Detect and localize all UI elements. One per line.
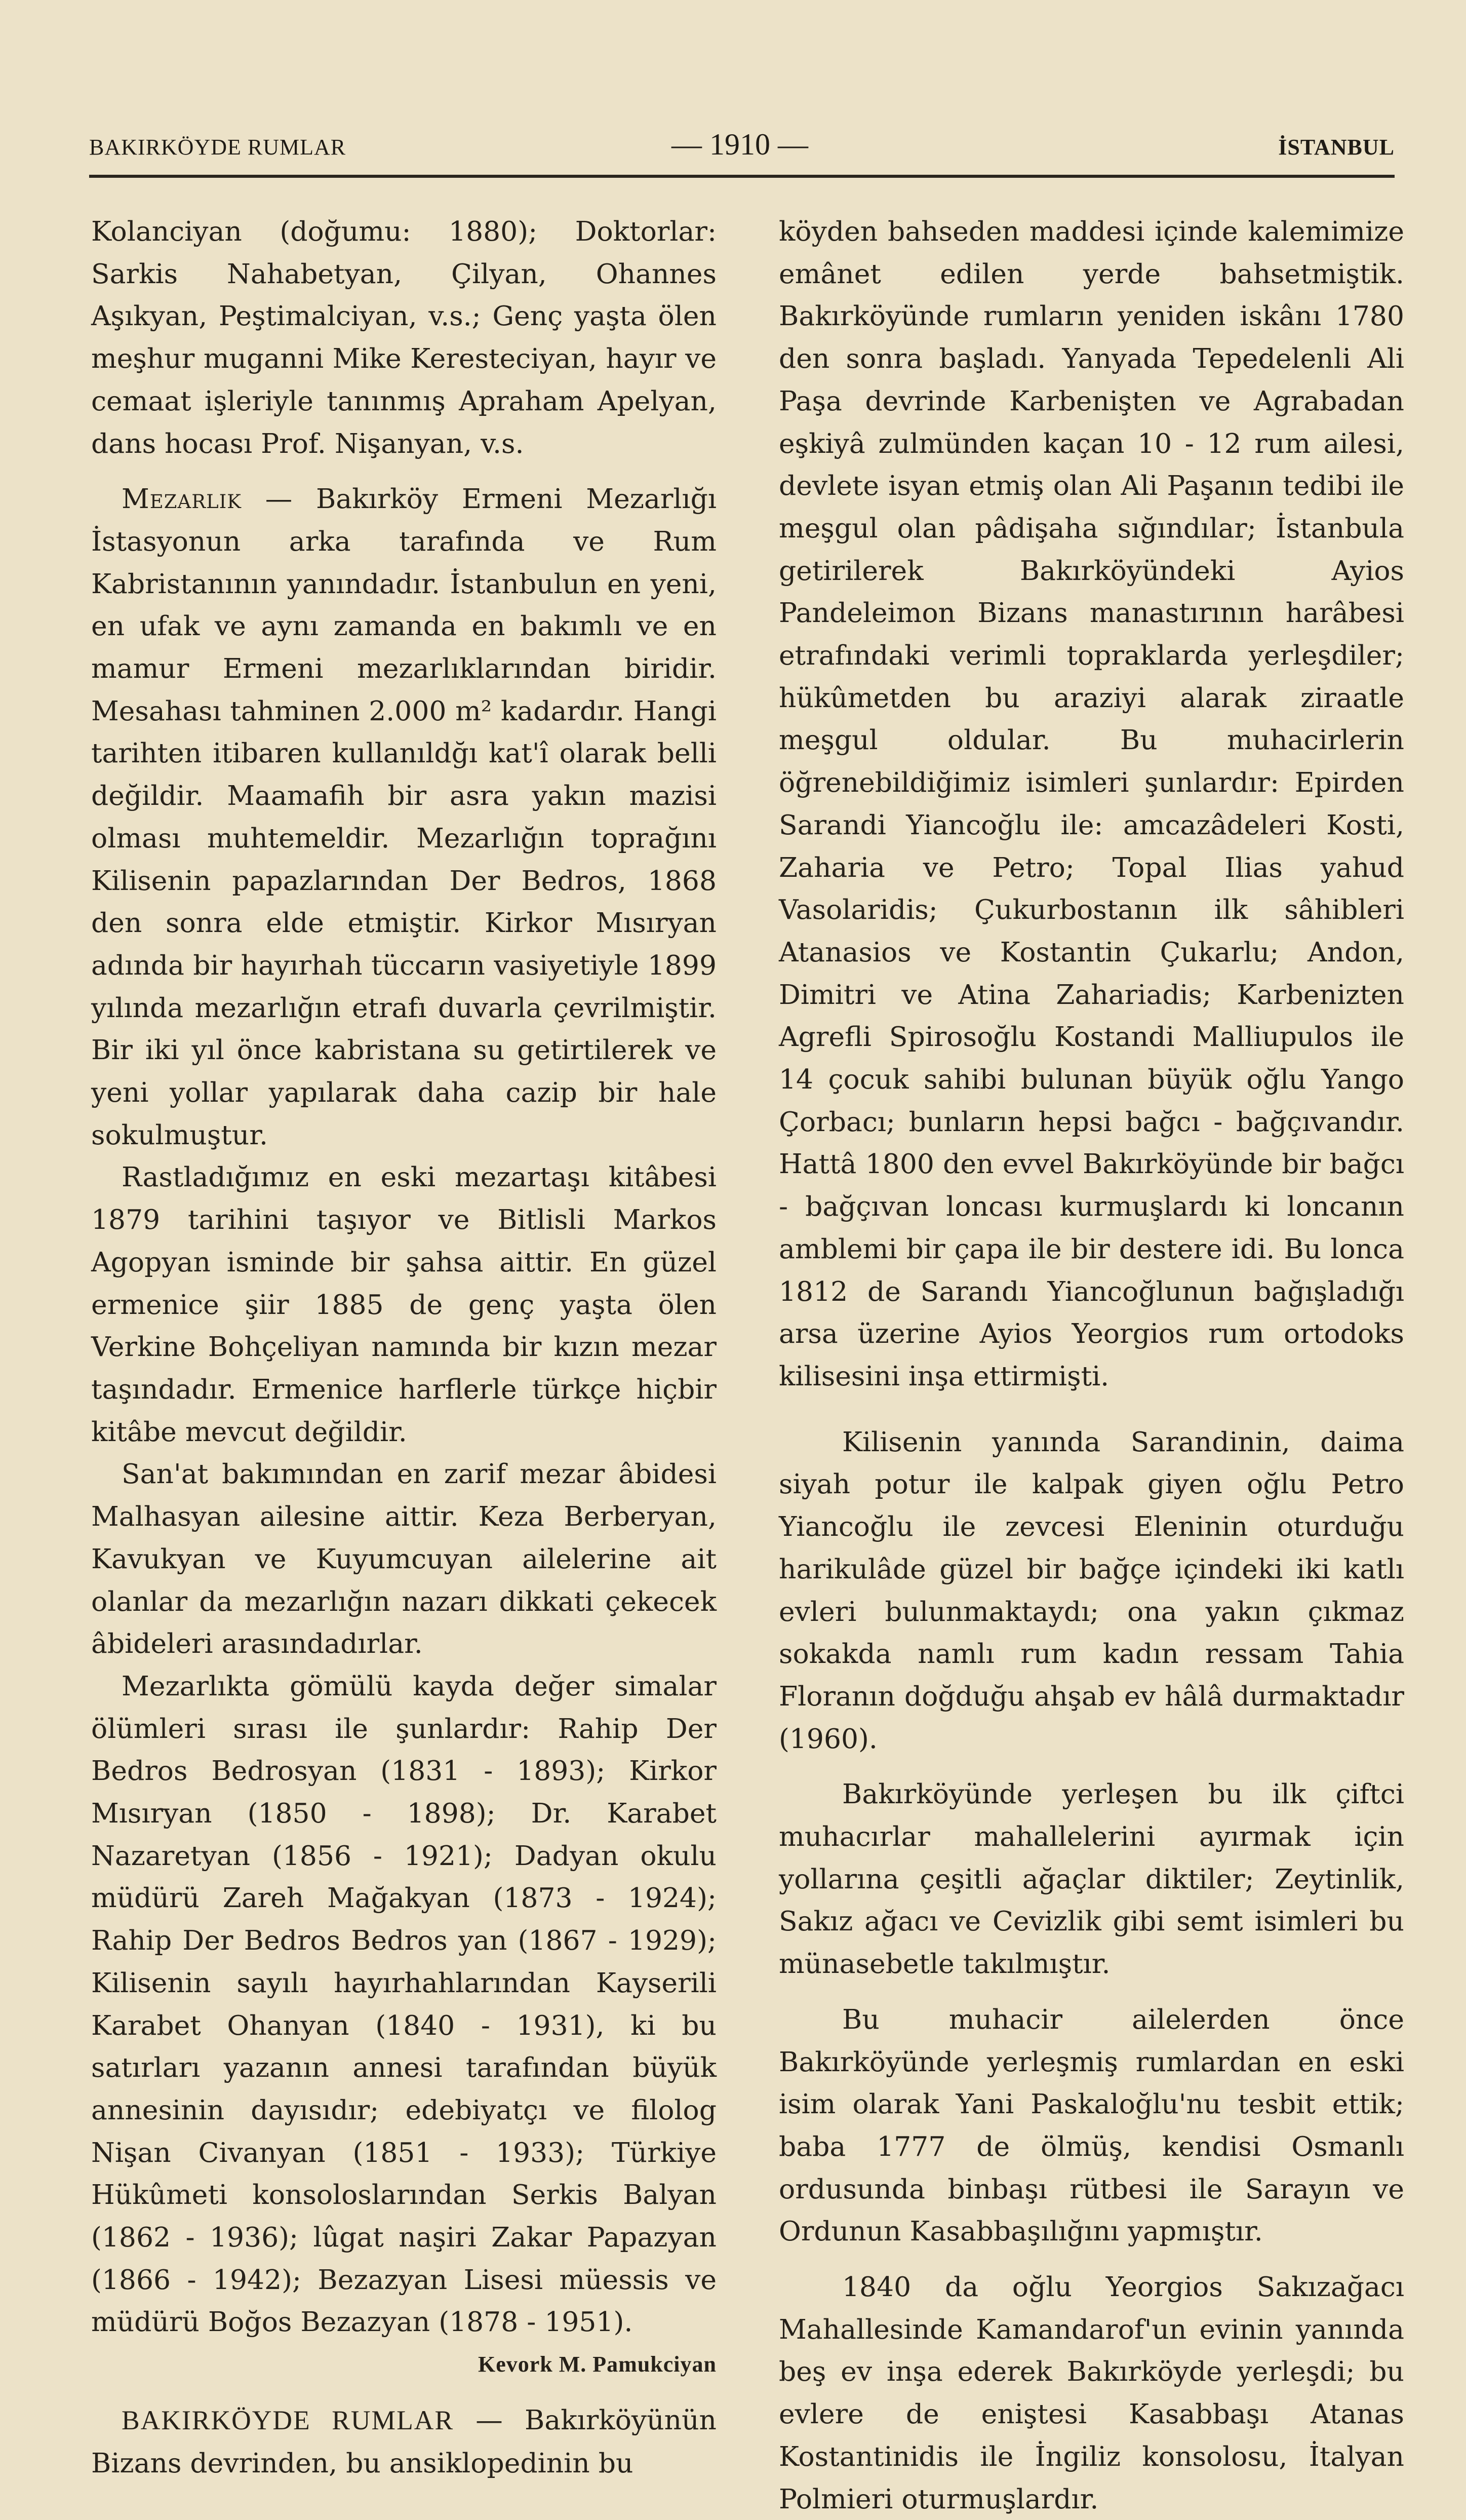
spacer [91,464,717,478]
spacer [779,1398,1404,1421]
author-signature: Kevork M. Pamukciyan [478,2352,717,2377]
paragraph-cemetery [91,478,717,1156]
running-header [89,129,1395,170]
paragraph-paskaloglu: Bu muhacir ailelerden önce Bakırköyünde yerleşmiş rumlardan en eski isim olarak Yani Paskaloğlu'nu tesbit ettik; baba 1777 de ölmüş, kendisi Osmanlı ordusunda binbaşı rütbesi ile Sarayın ve Ordunun Kasabbaşılığını yapmıştır. [779,2003,1404,2247]
spacer [91,2386,717,2399]
paragraph-artists-doctors: Kolanciyan (doğumu: 1880); Doktorlar: Sarkis Nahabetyan, Çilyan, Ohannes Aşıkyan, Peştimalciyan, v.s.; Genç yaşta ölen meşhur muganni Mike Keresteciyan, hayır ve cemaat işleriyle tanınmış Apraham Apelyan, dans hocası Prof. Nişanyan, v.s. [91,215,717,459]
left-column [91,210,717,2484]
paragraph-yeorgios: 1840 da oğlu Yeorgios Sakızağacı Mahallesinde Kamandarof'un evinin yanında beş ev inşa ederek Bakırköyde yerleşdi; bu evlere de eniştesi Kasabbaşı Atanas Kostantinidis ile İngiliz konsolosu, İtalyan Polmieri oturmuşlardır. [779,2271,1404,2515]
spacer [779,1760,1404,1773]
cemetery-heading: Mezarlık [122,483,242,515]
spacer [779,2253,1404,2266]
entry-text: — Bakırköyünün Bizans devrinden, bu ansiklopedinin bu [91,2403,717,2479]
spacer [779,1985,1404,1998]
paragraph-neighbourhoods: Bakırköyünde yerleşen bu ilk çiftci muhacırlar mahallelerini ayırmak için yollarına çeşitli ağaçlar diktiler; Zeytinlik, Sakız ağacı ve Cevizlik gibi semt isimleri bu münasebetle takılmıştır. [779,1778,1404,1980]
header-rule [89,175,1395,178]
paragraph-oldest-gravestone: Rastladığımız en eski mezartaşı kitâbesi 1879 tarihini taşıyor ve Bitlisli Markos Agopyan isminde bir şahsa aittir. En güzel ermenice şiir 1885 de genç yaşta ölen Verkine Bohçeliyan namında bir kızın mezar taşındadır. Ermenice harflerle türkçe hiçbir kitâbe mevcut değildir. [91,1161,717,1448]
paragraph-settlement: köyden bahseden maddesi içinde kalemimize emânet edilen yerde bahsetmiştik. Bakırköyünde rumların yeniden iskânı 1780 den sonra başladı. Yanyada Tepedelenli Ali Paşa devrinde Karbenişten ve Agrabadan eşkiyâ zulmünden kaçan 10 - 12 rum ailesi, devlete isyan etmiş olan Ali Paşanın tedibi ile meşgul olan pâdişaha sığındılar; İstanbula getirilerek Bakırköyündeki Ayios Pandeleimon Bizans manastırının harâbesi etrafındaki verimli topraklarda yerleşdiler; hükûmetden bu araziyi alarak ziraatle meşgul oldular. Bu muhacirlerin öğrenebildiğimiz isimleri şunlardır: Epirden Sarandi Yiancoğlu ile: amcazâdeleri Kosti, Zaharia ve Petro; Topal Ilias yahud Vasolaridis; Çukurbostanın ilk sâhibleri Atanasios ve Kostantin Çukarlu; Andon, Dimitri ve Atina Zahariadis; Karbenizten Agrefli Spirosoğlu Kostandi Malliupulos ile 14 çocuk sahibi bulunan büyük oğlu Yango Çorbacı; bunların hepsi bağcı - bağçıvandır. Hattâ 1800 den evvel Bakırköyünde bir bağcı - bağçıvan loncası kurmuşlardı ki loncanın amblemi bir çapa ile bir destere idi. Bu lonca 1812 de Sarandı Yiancoğlunun bağışladığı arsa üzerine Ayios Yeorgios rum ortodoks kilisesini inşa ettirmişti. [779,215,1404,1392]
cemetery-text: — Bakırköy Ermeni Mezarlığı İstasyonun arka tarafında ve Rum Kabristanının yanındadır. İstanbulun en yeni, en ufak ve aynı zamanda en bakımlı ve en mamur Ermeni mezarlıklarından biridir. Mesahası tahminen 2.000 m² kadardır. Hangi tarihten itibaren kullanıldğı kat'î olarak belli değildir. Maamafih bir asra yakın mazisi olması muhtemeldir. Mezarlığın toprağını Kilisenin papazlarından Der Bedros, 1868 den sonra elde etmiştir. Kirkor Mısıryan adında bir hayırhah tüccarın vasiyetiyle 1899 yılında mezarlığın etrafı duvarla çevrilmiştir. Bir iki yıl önce kabristana su getirtilerek ve yeni yollar yapılarak daha cazip bir hale sokulmuştur. [91,483,717,1151]
entry-heading: BAKIRKÖYDE RUMLAR [122,2405,454,2435]
paragraph-entry-rumlar [91,2399,717,2484]
paragraph-buried-notables: Mezarlıkta gömülü kayda değer simalar ölümleri sırası ile şunlardır: Rahip Der Bedros Bedrosyan (1831 - 1893); Kirkor Mısıryan (1850 - 1898); Dr. Karabet Nazaretyan (1856 - 1921); Dadyan okulu müdürü Zareh Mağakyan (1873 - 1924); Rahip Der Bedros Bedros yan (1867 - 1929); Kilisenin sayılı hayırhahlarından Kayserili Karabet Ohanyan (1840 - 1931), ki bu satırları yazanın annesi tarafından büyük annesinin dayısıdır; edebiyatçı ve filolog Nişan Civanyan (1851 - 1933); Türkiye Hükûmeti konsoloslarından Serkis Balyan (1862 - 1936); lûgat naşiri Zakar Papazyan (1866 - 1942); Bezazyan Lisesi müessis ve müdürü Boğos Bezazyan (1878 - 1951). [91,1670,717,2338]
header-volume-title: İSTANBUL [1278,135,1395,160]
header-section-title: BAKIRKÖYDE RUMLAR [89,135,346,160]
paragraph-monuments: San'at bakımından en zarif mezar âbidesi Malhasyan ailesine aittir. Keza Berberyan, Kavukyan ve Kuyumcuyan ailelerine ait olanlar da mezarlığın nazarı dikkati çekecek âbideleri arasındadırlar. [91,1458,717,1660]
right-column [779,210,1404,2520]
page-number: — 1910 — [671,128,808,161]
paragraph-church-house: Kilisenin yanında Sarandinin, daima siyah potur ile kalpak giyen oğlu Petro Yiancoğlu ile zevcesi Eleninin oturduğu harikulâde güzel bir bağçe içindeki iki katlı evleri bulunmaktaydı; ona yakın çıkmaz sokakda namlı rum kadın ressam Tahia Floranın doğduğu ahşab ev hâlâ durmaktadır (1960). [779,1425,1404,1755]
